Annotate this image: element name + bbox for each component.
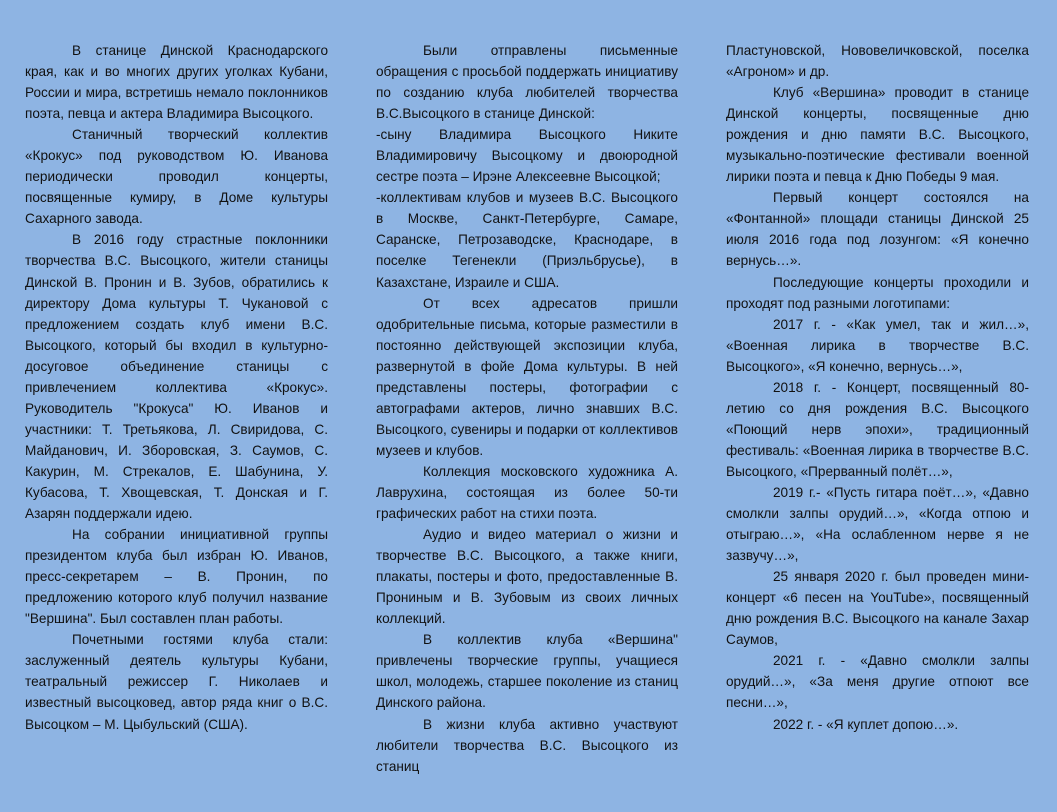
paragraph: Клуб «Вершина» проводит в станице Динской концерты, посвященные дню рождения и дню памяти В.С. Высоцкого, музыкально-поэтические фестивали военной лирики поэта и певца к Дню Победы 9 мая. (726, 85, 1029, 185)
paragraph: -коллективам клубов и музеев В.С. Высоцкого в Москве, Санкт-Петербурге, Самаре, Саранске, Петрозаводске, Краснодаре, в поселке Тегенекли (Приэльбрусье), в Казахстане, Израиле и США. (376, 190, 678, 290)
text-column-middle (376, 40, 678, 777)
paragraph: 2018 г. - Концерт, посвященный 80-летию со дня рождения В.С. Высоцкого «Поющий нерв эпохи», традиционный фестиваль: «Военная лирика в творчестве В.С. Высоцкого, «Прерванный полёт…», (726, 379, 1029, 479)
paragraph: -сыну Владимира Высоцкого Никите Владимировичу Высоцкому и двоюродной сестре поэта – Ирэне Алексеевне Высоцкой; (376, 127, 678, 185)
paragraph: 2019 г.- «Пусть гитара поёт…», «Давно смолкли залпы орудий…», «Когда отпою и отыграю…», «На ослабленном нерве я не зазвучу…», (726, 484, 1029, 564)
paragraph: 2017 г. - «Как умел, так и жил…», «Военная лирика в творчестве В.С. Высоцкого», «Я конечно, вернусь…», (726, 316, 1029, 374)
paragraph: От всех адресатов пришли одобрительные письма, которые разместили в постоянно действующей экспозиции клуба, развернутой в фойе Дома культуры. В ней представлены постеры, фотографии с автографами актеров, лично знавших В.С. Высоцкого, сувениры и подарки от коллективов музеев и клубов. (376, 295, 678, 458)
paragraph: Последующие концерты проходили и проходят под разными логотипами: (726, 274, 1029, 311)
paragraph: В коллектив клуба «Вершина" привлечены творческие группы, учащиеся школ, молодежь, старшее поколение из станиц Динского района. (376, 632, 678, 711)
paragraph: Первый концерт состоялся на «Фонтанной» площади станицы Динской 25 июля 2016 года под лозунгом: «Я конечно вернусь…». (726, 190, 1029, 269)
paragraph: В 2016 году страстные поклонники творчества В.С. Высоцкого, жители станицы Динской В. Пронин и В. Зубов, обратились к директору Дома культуры Т. Чукановой с предложением создать клуб имени В.С. Высоцкого, который бы входил в культурно-досуговое объединение станицы с привлечением коллектива «Крокус». Руководитель "Крокуса" Ю. Иванов и участники: Т. Третьякова, Л. Свиридова, С. Майданович, И. Зборовская, З. Саумов, С. Какурин, М. Стрекалов, Е. Шабунина, У. Кубасова, Т. Хвощевская, Т. Донская и Г. Азарян поддержали идею. (25, 232, 328, 522)
paragraph: 2021 г. - «Давно смолкли залпы орудий…», «За меня другие отпоют все песни…», (726, 653, 1029, 711)
paragraph: На собрании инициативной группы президентом клуба был избран Ю. Иванов, пресс-секретарем – В. Пронин, по предложению которого клуб получил название "Вершина". Был составлен план работы. (25, 527, 328, 627)
paragraph: Коллекция московского художника А. Лаврухина, состоящая из более 50-ти графических работ на стихи поэта. (376, 463, 678, 522)
paragraph: Станичный творческий коллектив «Крокус» под руководством Ю. Иванова периодически проводил концерты, посвященные кумиру, в Доме культуры Сахарного завода. (25, 127, 328, 227)
paragraph: 2022 г. - «Я куплет допою…». (773, 716, 959, 732)
text-column-left (25, 40, 328, 735)
paragraph: Аудио и видео материал о жизни и творчестве В.С. Высоцкого, а также книги, плакаты, постеры и фото, предоставленные В. Прониным и В. Зубовым из своих личных коллекций. (376, 527, 678, 627)
paragraph: Пластуновской, Нововеличковской, поселка «Агроном» и др. (726, 43, 1029, 80)
paragraph: В станице Динской Краснодарского края, как и во многих других уголках Кубани, России и мира, встретишь немало поклонников поэта, певца и актера Владимира Высоцкого. (25, 43, 328, 122)
paragraph: Почетными гостями клуба стали: заслуженный деятель культуры Кубани, театральный режиссер Г. Николаев и известный высоцковед, автор ряда книг о В.С. Высоцком – М. Цыбульский (США). (25, 632, 328, 732)
paragraph: В жизни клуба активно участвуют любители творчества В.С. Высоцкого из станиц (376, 716, 678, 774)
paragraph: 25 января 2020 г. был проведен мини-концерт «6 песен на YouTube», посвященный дню рождения В.С. Высоцкого на канале Захар Саумов, (726, 569, 1029, 648)
paragraph: Были отправлены письменные обращения с просьбой поддержать инициативу по созданию клуба любителей творчества В.С.Высоцкого в станице Динской: (376, 43, 678, 122)
text-column-right (726, 40, 1029, 735)
